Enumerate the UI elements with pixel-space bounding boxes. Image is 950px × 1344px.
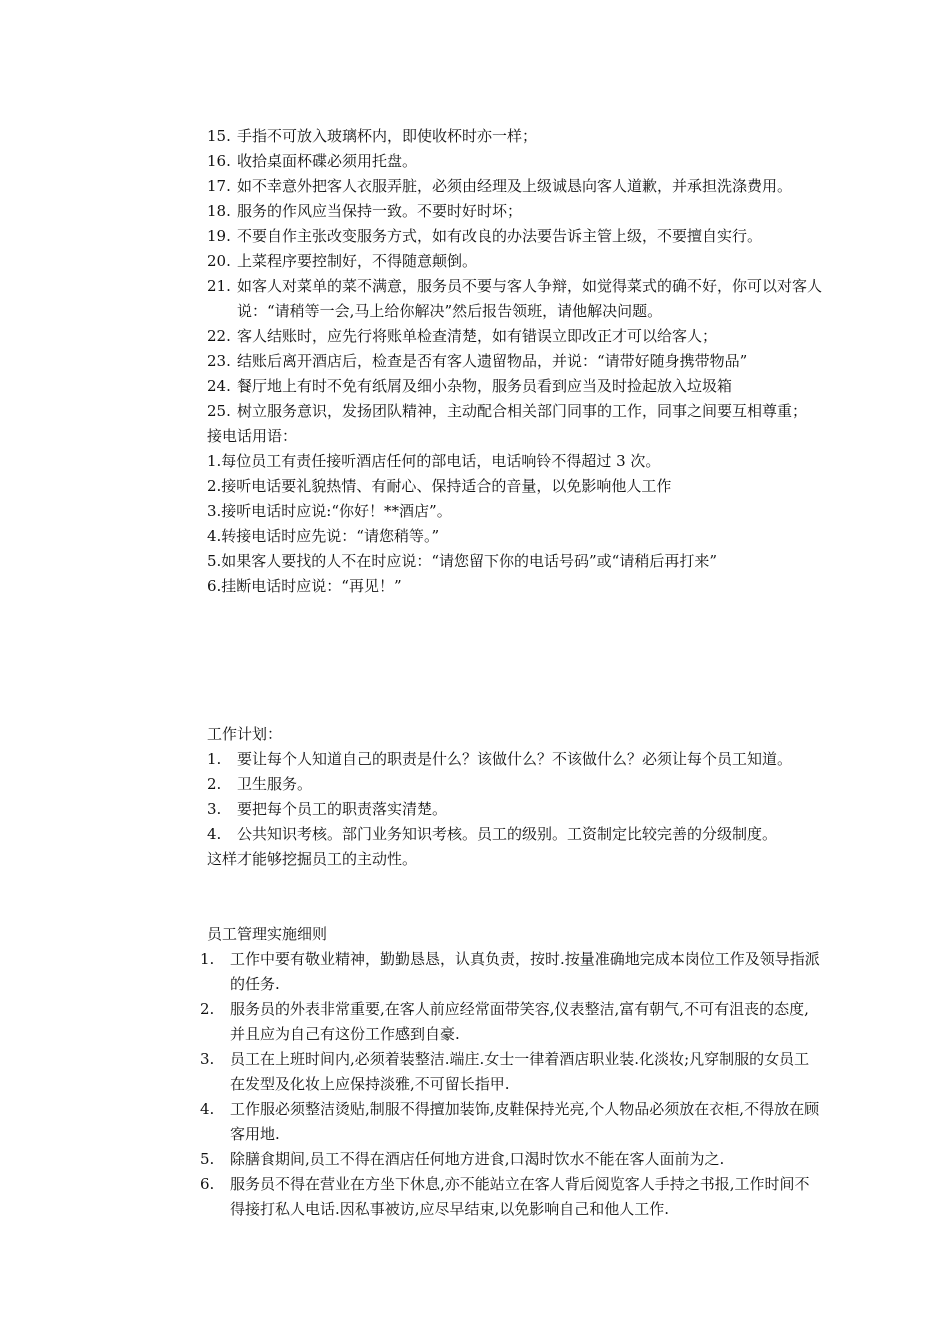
item-number: 1. [200,950,215,968]
item-text: 收拾桌面杯碟必须用托盘。 [237,152,418,170]
list-item [207,224,827,249]
item-number: 5. [200,1150,215,1168]
item-number: 19. [207,227,231,245]
item-text: 客人结账时，应先行将账单检查清楚，如有错误立即改正才可以给客人； [237,327,718,345]
item-text: 上菜程序要控制好，不得随意颠倒。 [237,252,478,270]
item-text: 除膳食期间,员工不得在酒店任何地方进食,口渴时饮水不能在客人面前为之. [230,1150,725,1168]
list-item [207,199,827,224]
item-text: 工作中要有敬业精神，勤勤恳恳，认真负责，按时.按量准确地完成本岗位工作及领导指派的任务. [230,950,820,993]
item-text: 手指不可放入玻璃杯内，即使收杯时亦一样； [237,127,538,145]
list-item [207,349,827,374]
item-text: 服务的作风应当保持一致。不要时好时坏； [237,202,523,220]
phone-rule: 3.接听电话时应说:“你好！**酒店”。 [207,502,452,520]
list-item [207,174,827,199]
section-heading: 员工管理实施细则 [207,925,328,943]
list-item [207,324,827,349]
item-text: 树立服务意识，发扬团队精神，主动配合相关部门同事的工作，同事之间要互相尊重； [237,402,808,420]
item-number: 6. [200,1175,215,1193]
item-text: 服务员的外表非常重要,在客人前应经常面带笑容,仪表整洁,富有朝气,不可有沮丧的态度,并且应为自己有这份工作感到自豪. [230,1000,809,1043]
item-number: 20. [207,252,231,270]
item-text: 餐厅地上有时不免有纸屑及细小杂物，服务员看到应当及时捡起放入垃圾箱 [237,377,733,395]
work-plan-section [207,722,827,872]
item-number: 21. [207,277,231,295]
item-text: 如客人对菜单的菜不满意，服务员不要与客人争辩，如觉得菜式的确不好，你可以对客人说：“请稍等一会,马上给你解决”然后报告领班，请他解决问题。 [237,277,823,320]
list-item [207,374,827,399]
list-item [207,149,827,174]
item-text: 不要自作主张改变服务方式，如有改良的办法要告诉主管上级，不要擅自实行。 [237,227,763,245]
item-text: 服务员不得在营业在方坐下休息,亦不能站立在客人背后阅览客人手持之书报,工作时间不得接打私人电话.因私事被访,应尽早结束,以免影响自己和他人工作. [230,1175,810,1218]
item-number: 2. [207,775,222,793]
item-text: 如不幸意外把客人衣服弄脏，必须由经理及上级诚恳向客人道歉，并承担洗涤费用。 [237,177,793,195]
list-item [200,997,820,1047]
phone-rule: 1.每位员工有责任接听酒店任何的部电话，电话响铃不得超过 3 次。 [207,452,661,470]
staff-rules-section [200,922,820,1222]
item-text: 公共知识考核。部门业务知识考核。员工的级别。工资制定比较完善的分级制度。 [237,825,778,843]
item-number: 23. [207,352,231,370]
phone-rule: 2.接听电话要礼貌热情、有耐心、保持适合的音量，以免影响他人工作 [207,477,672,495]
item-number: 1. [207,750,222,768]
list-item [200,947,820,997]
list-item [207,249,827,274]
section-heading: 工作计划： [207,725,283,743]
item-text: 员工在上班时间内,必须着装整洁.端庄.女士一律着酒店职业装.化淡妆;凡穿制服的女员工在发型及化妆上应保持淡雅,不可留长指甲. [230,1050,810,1093]
list-item [207,274,827,324]
item-text: 要让每个人知道自己的职责是什么？该做什么？不该做什么？必须让每个员工知道。 [237,750,793,768]
section-heading: 接电话用语： [207,427,298,445]
list-item [207,747,827,772]
item-number: 24. [207,377,231,395]
list-item [207,822,827,847]
list-item [200,1047,820,1097]
list-item [200,1097,820,1147]
item-number: 25. [207,402,231,420]
item-number: 3. [200,1050,215,1068]
phone-rule: 5.如果客人要找的人不在时应说：“请您留下你的电话号码”或“请稍后再打来” [207,552,717,570]
item-text: 结账后离开酒店后，检查是否有客人遗留物品，并说：“请带好随身携带物品” [237,352,748,370]
phone-rule: 6.挂断电话时应说：“再见！” [207,577,402,595]
item-number: 4. [200,1100,215,1118]
item-text: 工作服必须整洁烫贴,制服不得擅加装饰,皮鞋保持光亮,个人物品必须放在衣柜,不得放在顾客用地. [230,1100,820,1143]
plan-tail: 这样才能够挖掘员工的主动性。 [207,850,418,868]
service-rules-list [207,124,827,599]
item-number: 15. [207,127,231,145]
item-text: 要把每个员工的职责落实清楚。 [237,800,448,818]
list-item [207,797,827,822]
list-item [207,399,827,424]
list-item [207,124,827,149]
item-number: 18. [207,202,231,220]
item-number: 22. [207,327,231,345]
item-number: 2. [200,1000,215,1018]
list-item [200,1147,820,1172]
list-item [200,1172,820,1222]
item-number: 16. [207,152,231,170]
item-number: 4. [207,825,222,843]
item-number: 17. [207,177,231,195]
item-text: 卫生服务。 [237,775,313,793]
list-item [207,772,827,797]
phone-rule: 4.转接电话时应先说：“请您稍等。” [207,527,440,545]
item-number: 3. [207,800,222,818]
